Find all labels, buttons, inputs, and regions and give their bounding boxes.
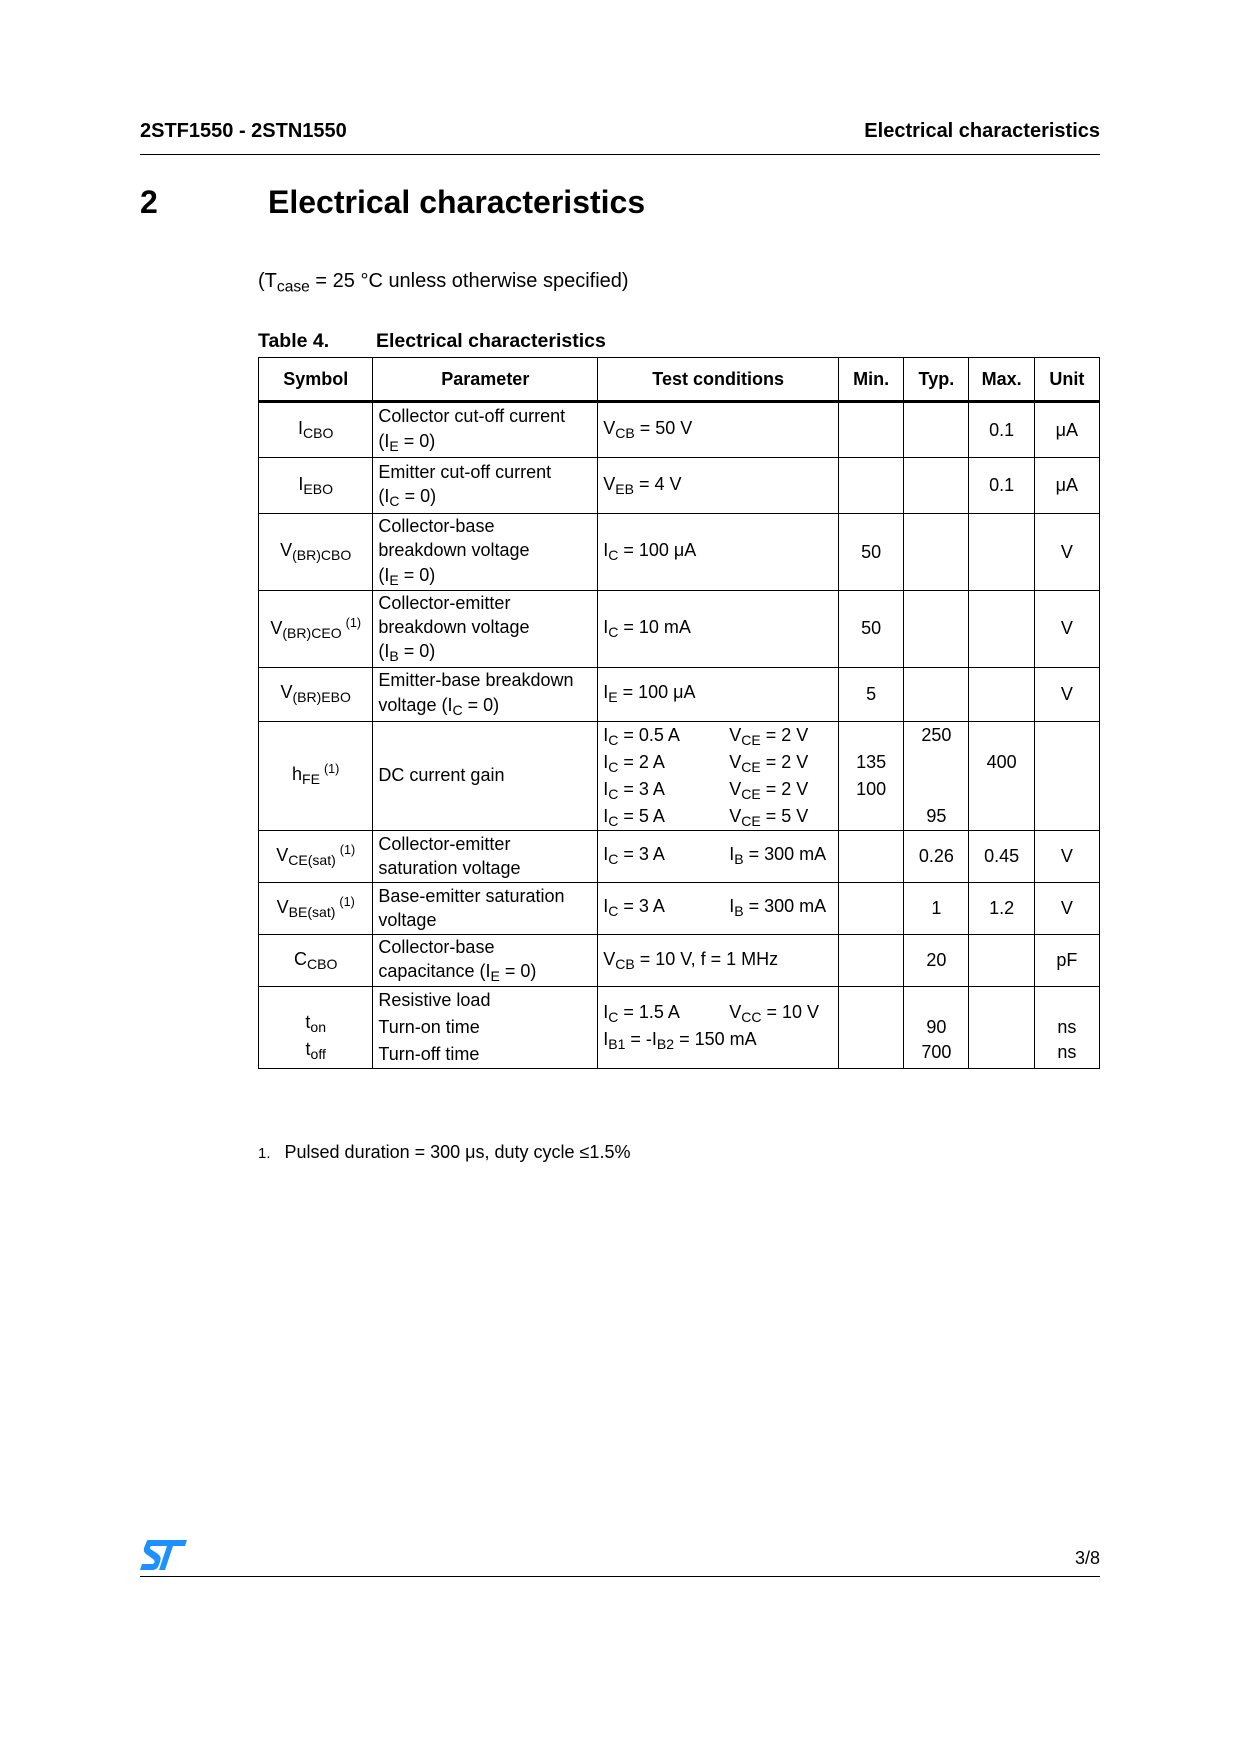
max-cell: 0.1 [969,458,1034,514]
condition-b: $I_B = 300$ mA [729,896,827,920]
min-value: 135 [856,751,887,772]
parameter-cell [373,590,598,667]
parameter-line: Emitter-base breakdown [378,670,574,691]
min-cell [839,458,904,514]
parameter-line: $(I_C = 0)$ [378,486,437,510]
test-conditions-cell [598,721,839,830]
parameter-line: breakdown voltage [378,540,530,561]
min-cell: 50 [839,590,904,667]
condition-a: $I_C = 3$ A [603,778,665,802]
condition-a: $I_C = 0.5$ A [603,724,680,748]
typ-value: 700 [921,1041,952,1062]
max-value [974,776,1028,803]
parameter-line: Collector-emitter [378,833,511,854]
footer-rule [140,1576,1100,1577]
max-cell: 1.2 [969,882,1034,934]
max-cell: 0.45 [969,830,1034,882]
min-cell [839,986,904,1068]
condition-a: $I_C = 3$ A [603,844,665,868]
symbol-cell: $V_{(BR)EBO}$ [259,667,373,721]
unit-cell: pF [1034,934,1099,986]
condition-pair [603,776,833,803]
electrical-characteristics-table [258,357,1100,1069]
footnote-text: Pulsed duration = 300 μs, duty cycle ≤1.5% [284,1142,631,1162]
max-cell [969,667,1034,721]
test-conditions-cell: $V_{EB} = 4$ V [598,458,839,514]
table-row [259,667,1100,721]
section-number: 2 [140,184,158,220]
parameter-line: capacitance $(I_E = 0)$ [378,960,537,984]
unit-cell: V [1034,514,1099,591]
table-row [259,986,1100,1068]
condition-b: $V_{CE} = 2$ V [729,724,809,748]
typ-value [909,776,963,803]
typ-cell: 20 [904,934,969,986]
typ-cell: 1 [904,882,969,934]
min-cell [839,934,904,986]
typ-cell [904,721,969,830]
max-value [974,803,1028,830]
min-value [844,803,898,830]
parameter-cell [373,882,598,934]
min-cell [839,402,904,458]
column-header-min: Min. [839,358,904,402]
parameter-line: Turn-on time [378,1016,480,1037]
table-row [259,882,1100,934]
symbol-cell: $h_{FE}^{(1)}$ [259,721,373,830]
table-title: Electrical characteristics [376,330,606,352]
test-conditions-cell: $I_E = 100$ μA [598,667,839,721]
typ-cell [904,514,969,591]
unit-cell: μA [1034,458,1099,514]
test-conditions-cell [598,986,839,1068]
parameter-line: voltage [378,910,437,930]
parameter-cell [373,721,598,830]
doc-header-left: 2STF1550 - 2STN1550 [140,120,347,142]
min-cell [839,882,904,934]
column-header-parameter: Parameter [373,358,598,402]
min-cell [839,721,904,830]
symbol-ton: $t_{on}$ [305,1011,327,1035]
column-header-typ: Typ. [904,358,969,402]
conditions-note [258,270,629,297]
max-cell [969,934,1034,986]
section-title: Electrical characteristics [268,184,646,220]
parameter-cell [373,458,598,514]
symbol-cell: $V_{BE(sat)}^{(1)}$ [259,882,373,934]
symbol-cell: $V_{(BR)CEO}^{(1)}$ [259,590,373,667]
unit-cell: μA [1034,402,1099,458]
typ-cell: 0.26 [904,830,969,882]
condition-b: $V_{CE} = 2$ V [729,751,809,775]
parameter-line: Collector-base [378,936,495,957]
unit-cell [1034,986,1099,1068]
table-row [259,934,1100,986]
max-cell [969,590,1034,667]
condition-pair [603,842,833,869]
condition-a: $I_C = 3$ A [603,896,665,920]
min-cell: 50 [839,514,904,591]
conditions-open: (T [258,270,277,292]
footnote [258,1142,630,1163]
condition-b: $I_B = 300$ mA [729,844,827,868]
table-row [259,458,1100,514]
unit-cell [1034,721,1099,830]
table-row [259,721,1100,830]
parameter-line: Turn-off time [378,1043,480,1064]
typ-cell [904,590,969,667]
condition-a: $I_C = 2$ A [603,751,665,775]
parameter-cell [373,986,598,1068]
st-logo [140,1538,188,1572]
symbol-cell: $I_{EBO}$ [259,458,373,514]
unit-cell: V [1034,667,1099,721]
condition-a: $I_C = 5$ A [603,805,665,829]
unit-cell: V [1034,590,1099,667]
unit-value: ns [1057,1017,1077,1038]
column-header-max: Max. [969,358,1034,402]
typ-cell [904,458,969,514]
table-label: Table 4. [258,330,330,352]
test-conditions-cell: $I_C = 10$ mA [598,590,839,667]
test-conditions-cell: $I_C = 100$ μA [598,514,839,591]
parameter-line: Base-emitter saturation [378,885,565,906]
condition-pair [603,1000,833,1027]
max-cell: 0.1 [969,402,1034,458]
symbol-cell: $V_{CE(sat)}^{(1)}$ [259,830,373,882]
condition-b: $V_{CE} = 2$ V [729,778,809,802]
parameter-line: DC current gain [378,765,505,786]
typ-cell [904,402,969,458]
conditions-rest: = 25 °C unless otherwise specified) [309,270,629,292]
condition-pair [603,722,833,749]
table-body [259,402,1100,1069]
page-number: 3/8 [1074,1548,1100,1568]
parameter-cell [373,934,598,986]
parameter-cell [373,402,598,458]
column-header-unit: Unit [1034,358,1099,402]
condition-pair [603,749,833,776]
min-cell: 5 [839,667,904,721]
st-logo-mark [140,1540,187,1570]
symbol-cell: $C_{CBO}$ [259,934,373,986]
typ-value: 250 [921,724,952,745]
parameter-line: saturation voltage [378,858,521,878]
parameter-cell [373,830,598,882]
column-header-symbol: Symbol [259,358,373,402]
condition-pair [603,894,833,921]
min-value [844,722,898,749]
condition-b: $V_{CE} = 5$ V [729,805,809,829]
parameter-line: Emitter cut-off current [378,461,552,482]
test-conditions-cell [598,882,839,934]
typ-value: 90 [926,1017,947,1038]
min-cell [839,830,904,882]
parameter-line: Collector-base [378,516,495,536]
parameter-line: breakdown voltage [378,617,530,638]
typ-value: 95 [926,805,947,826]
max-value [974,722,1028,749]
header-rule [140,154,1100,155]
parameter-line: Collector-emitter [378,592,511,613]
max-value: 400 [986,751,1017,772]
max-cell [969,986,1034,1068]
doc-header-right: Electrical characteristics [864,120,1100,142]
table-row [259,830,1100,882]
parameter-line: $(I_B = 0)$ [378,641,436,665]
footnote-number: 1. [258,1145,271,1162]
parameter-line: $(I_E = 0)$ [378,564,436,588]
parameter-cell [373,667,598,721]
column-header-test-conditions: Test conditions [598,358,839,402]
conditions-sub: case [276,278,310,296]
typ-value [909,749,963,776]
parameter-line: voltage $(I_C = 0)$ [378,694,500,718]
symbol-cell: $V_{(BR)CBO}$ [259,514,373,591]
max-cell [969,721,1034,830]
parameter-line: Resistive load [378,989,491,1010]
typ-cell [904,667,969,721]
table-header-row [259,358,1100,402]
table-row [259,590,1100,667]
symbol-cell: $I_{CBO}$ [259,402,373,458]
table-row [259,514,1100,591]
max-cell [969,514,1034,591]
parameter-line: Collector cut-off current [378,406,566,427]
typ-cell [904,986,969,1068]
condition-b: $V_{CC} = 10$ V [729,1002,820,1026]
symbol-toff: $t_{off}$ [305,1038,326,1062]
unit-value: ns [1057,1041,1077,1062]
test-conditions-cell [598,830,839,882]
unit-cell: V [1034,830,1099,882]
condition-a: $I_C = 1.5$ A [603,1002,680,1026]
test-conditions-cell: $V_{CB} = 50$ V [598,402,839,458]
test-conditions-cell: $V_{CB} = 10$ V, f = 1 MHz [598,934,839,986]
parameter-cell [373,514,598,591]
unit-cell: V [1034,882,1099,934]
table-row [259,402,1100,458]
min-value: 100 [856,778,887,799]
condition-pair [603,803,833,830]
parameter-line: $(I_E = 0)$ [378,430,436,454]
condition-line: $I_{B1} = -I_{B2} = 150$ mA [603,1029,757,1053]
symbol-cell [259,986,373,1068]
